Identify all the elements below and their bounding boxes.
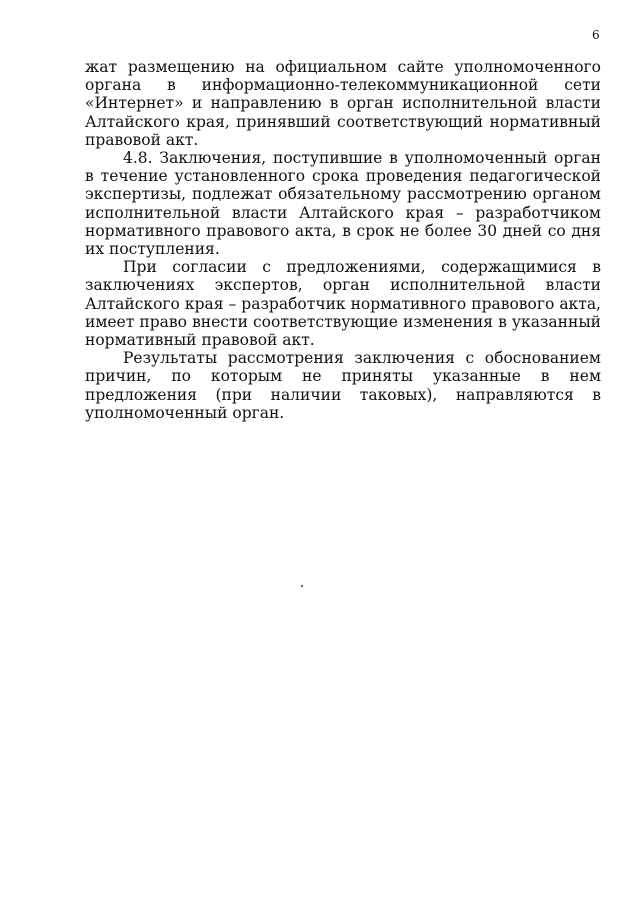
paragraph-4-8: 4.8. Заключения, поступившие в уполномоченный орган в течение установленного срока проведения педагогической экспертизы, подлежат обязательному рассмотрению органом исполнительной власти Алтайского края – разработчиком нормативного правового акта, в срок не более 30 дней со дня их поступления. — [85, 149, 601, 259]
document-body — [85, 58, 601, 422]
page-number: 6 — [592, 28, 600, 42]
scan-speck — [301, 585, 303, 587]
paragraph-results: Результаты рассмотрения заключения с обоснованием причин, по которым не приняты указанные в нем предложения (при наличии таковых), направляются в уполномоченный орган. — [85, 349, 601, 422]
paragraph-continuation: жат размещению на официальном сайте уполномоченного органа в информационно-телекоммуникационной сети «Интернет» и направлению в орган исполнительной власти Алтайского края, принявший соответствующий нормативный правовой акт. — [85, 58, 601, 149]
paragraph-agreement: При согласии с предложениями, содержащимися в заключениях экспертов, орган исполнительной власти Алтайского края – разработчик нормативного правового акта, имеет право внести соответствующие изменения в указанный нормативный правовой акт. — [85, 258, 601, 350]
